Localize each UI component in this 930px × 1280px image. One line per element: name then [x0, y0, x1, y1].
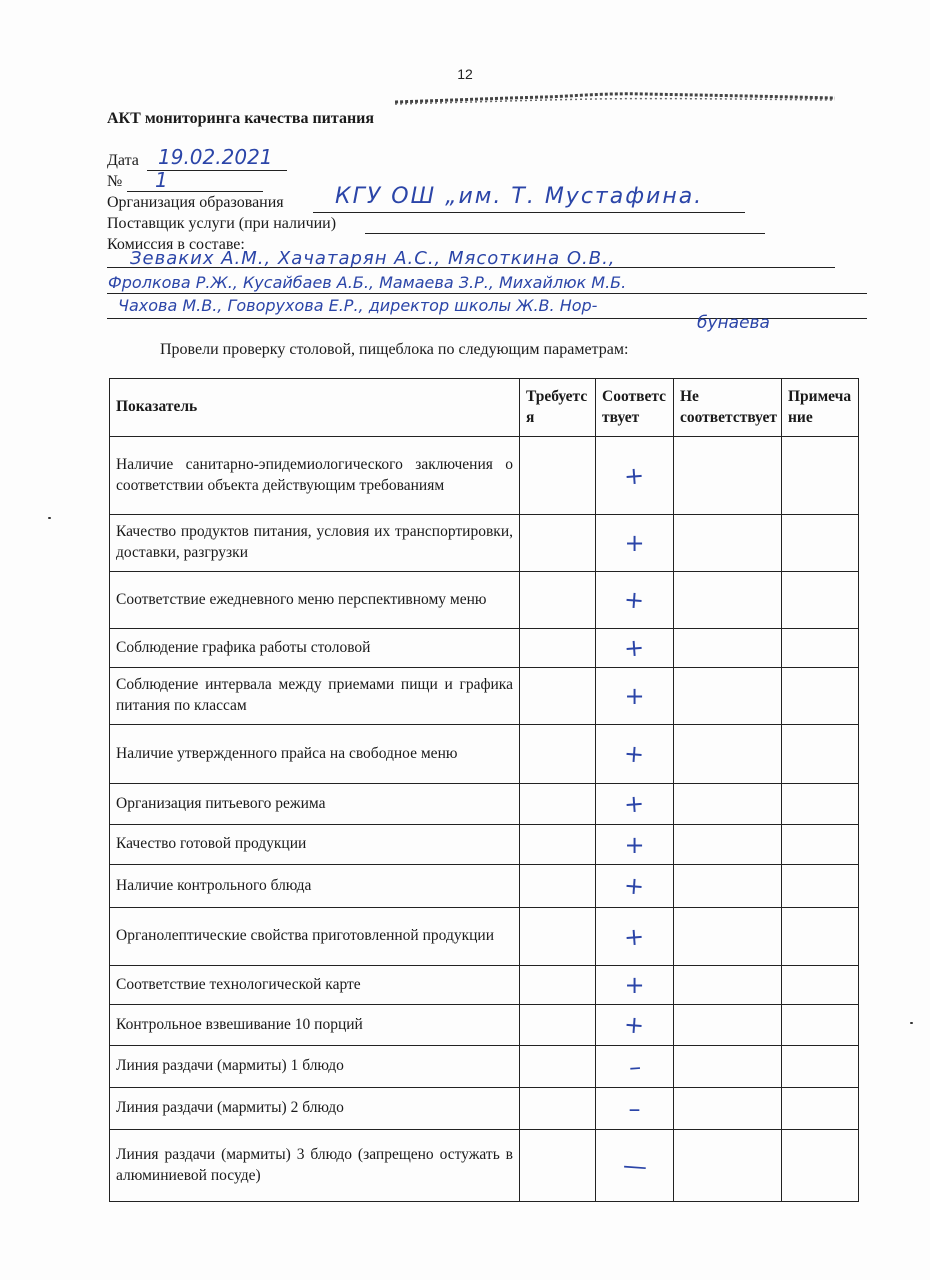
supplier-underline [365, 233, 765, 234]
required-cell [520, 1130, 596, 1202]
indicator-cell: Наличие контрольного блюда [110, 865, 520, 908]
not-complies-cell [674, 966, 782, 1005]
date-value: 19.02.2021 [158, 145, 273, 169]
required-cell [520, 437, 596, 515]
required-cell [520, 908, 596, 966]
complies-cell [596, 572, 674, 629]
header-not-complies: Не соответствует [674, 379, 782, 437]
indicator-cell: Контрольное взвешивание 10 порций [110, 1005, 520, 1046]
complies-cell [596, 784, 674, 825]
commission-line-1: Зеваких А.М., Хачатарян А.С., Мясоткина О.В., [130, 248, 616, 269]
scan-speck [910, 1022, 913, 1024]
not-complies-cell [674, 1046, 782, 1088]
note-cell [782, 1130, 859, 1202]
note-cell [782, 629, 859, 668]
table-row [110, 725, 859, 784]
complies-mark: + [623, 460, 646, 491]
indicator-cell: Линия раздачи (мармиты) 3 блюдо (запрещено остужать в алюминиевой посуде) [110, 1130, 520, 1202]
complies-mark: – [627, 1052, 642, 1081]
number-underline [127, 191, 263, 192]
note-cell [782, 966, 859, 1005]
table-row [110, 1088, 859, 1130]
number-label: № [107, 173, 123, 190]
complies-mark: – [628, 1094, 641, 1123]
not-complies-cell [674, 1005, 782, 1046]
note-cell [782, 784, 859, 825]
complies-mark: + [623, 1010, 646, 1040]
complies-mark: + [623, 633, 646, 663]
complies-cell [596, 1130, 674, 1202]
table-row [110, 1046, 859, 1088]
complies-cell [596, 629, 674, 668]
table-row [110, 1130, 859, 1202]
note-cell [782, 908, 859, 966]
indicator-cell: Наличие санитарно-эпидемиологического заключения о соответствии объекта действующим требованиям [110, 437, 520, 515]
organization-value: КГУ ОШ „им. Т. Мустафина. [335, 184, 704, 209]
complies-mark: + [623, 921, 646, 952]
indicator-cell: Организация питьевого режима [110, 784, 520, 825]
table-row [110, 572, 859, 629]
complies-cell [596, 515, 674, 572]
indicator-cell: Соблюдение графика работы столовой [110, 629, 520, 668]
required-cell [520, 1046, 596, 1088]
not-complies-cell [674, 629, 782, 668]
binding-stitch-mark [395, 88, 835, 106]
note-cell [782, 515, 859, 572]
not-complies-cell [674, 515, 782, 572]
date-underline [147, 170, 287, 171]
complies-mark: + [623, 871, 646, 901]
complies-mark: + [624, 529, 645, 557]
number-value: 1 [155, 168, 168, 192]
note-cell [782, 1088, 859, 1130]
required-cell [520, 515, 596, 572]
complies-mark: + [624, 682, 645, 710]
required-cell [520, 572, 596, 629]
indicator-cell: Соответствие технологической карте [110, 966, 520, 1005]
indicator-cell: Линия раздачи (мармиты) 2 блюдо [110, 1088, 520, 1130]
not-complies-cell [674, 825, 782, 865]
page-number: 12 [457, 66, 473, 82]
indicator-cell: Органолептические свойства приготовленной продукции [110, 908, 520, 966]
complies-cell [596, 1005, 674, 1046]
indicator-cell: Соблюдение интервала между приемами пищи и графика питания по классам [110, 668, 520, 725]
header-indicator: Показатель [110, 379, 520, 437]
not-complies-cell [674, 437, 782, 515]
complies-mark: + [624, 830, 645, 859]
not-complies-cell [674, 572, 782, 629]
indicator-cell: Качество готовой продукции [110, 825, 520, 865]
not-complies-cell [674, 784, 782, 825]
complies-mark: + [623, 585, 646, 615]
complies-mark: — [621, 1150, 648, 1181]
required-cell [520, 668, 596, 725]
note-cell [782, 725, 859, 784]
checklist-table [109, 378, 859, 1202]
complies-cell [596, 1046, 674, 1088]
table-row [110, 908, 859, 966]
not-complies-cell [674, 725, 782, 784]
complies-cell [596, 908, 674, 966]
complies-mark: + [623, 739, 646, 769]
required-cell [520, 784, 596, 825]
not-complies-cell [674, 908, 782, 966]
scan-speck [48, 517, 51, 519]
complies-cell [596, 725, 674, 784]
table-row [110, 629, 859, 668]
table-row [110, 1005, 859, 1046]
required-cell [520, 825, 596, 865]
complies-mark: + [624, 971, 645, 999]
table-row [110, 437, 859, 515]
commission-label: Комиссия в составе: [107, 236, 245, 253]
required-cell [520, 865, 596, 908]
note-cell [782, 865, 859, 908]
required-cell [520, 1005, 596, 1046]
not-complies-cell [674, 668, 782, 725]
not-complies-cell [674, 1088, 782, 1130]
complies-cell [596, 437, 674, 515]
note-cell [782, 668, 859, 725]
indicator-cell: Линия раздачи (мармиты) 1 блюдо [110, 1046, 520, 1088]
page-title: АКТ мониторинга качества питания [107, 110, 375, 127]
note-cell [782, 1005, 859, 1046]
commission-underline-2 [107, 293, 867, 294]
table-row [110, 966, 859, 1005]
required-cell [520, 1088, 596, 1130]
intro-text: Провели проверку столовой, пищеблока по следующим параметрам: [160, 341, 629, 358]
commission-line-3: Чахова М.В., Говорухова Е.Р., директор школы Ж.В. Нор- [118, 296, 598, 315]
complies-cell [596, 865, 674, 908]
note-cell [782, 1046, 859, 1088]
header-note: Примечание [782, 379, 859, 437]
table-row [110, 865, 859, 908]
not-complies-cell [674, 865, 782, 908]
date-label: Дата [107, 152, 139, 169]
not-complies-cell [674, 1130, 782, 1202]
commission-line-2: Фролкова Р.Ж., Кусайбаев А.Б., Мамаева З.Р., Михайлюк М.Б. [108, 273, 627, 292]
note-cell [782, 572, 859, 629]
complies-cell [596, 668, 674, 725]
table-row [110, 515, 859, 572]
table-row [110, 825, 859, 865]
organization-label: Организация образования [107, 194, 284, 211]
required-cell [520, 725, 596, 784]
organization-underline [313, 212, 745, 213]
supplier-label: Поставщик услуги (при наличии) [107, 215, 337, 232]
table-row [110, 784, 859, 825]
required-cell [520, 629, 596, 668]
complies-cell [596, 966, 674, 1005]
indicator-cell: Качество продуктов питания, условия их транспортировки, доставки, разгрузки [110, 515, 520, 572]
required-cell [520, 966, 596, 1005]
note-cell [782, 437, 859, 515]
commission-line-4: бунаева [697, 313, 770, 333]
note-cell [782, 825, 859, 865]
complies-cell [596, 1088, 674, 1130]
complies-mark: + [623, 789, 646, 819]
header-complies: Соответствует [596, 379, 674, 437]
indicator-cell: Соответствие ежедневного меню перспективному меню [110, 572, 520, 629]
indicator-cell: Наличие утвержденного прайса на свободное меню [110, 725, 520, 784]
table-row [110, 668, 859, 725]
header-required: Требуется [520, 379, 596, 437]
complies-cell [596, 825, 674, 865]
